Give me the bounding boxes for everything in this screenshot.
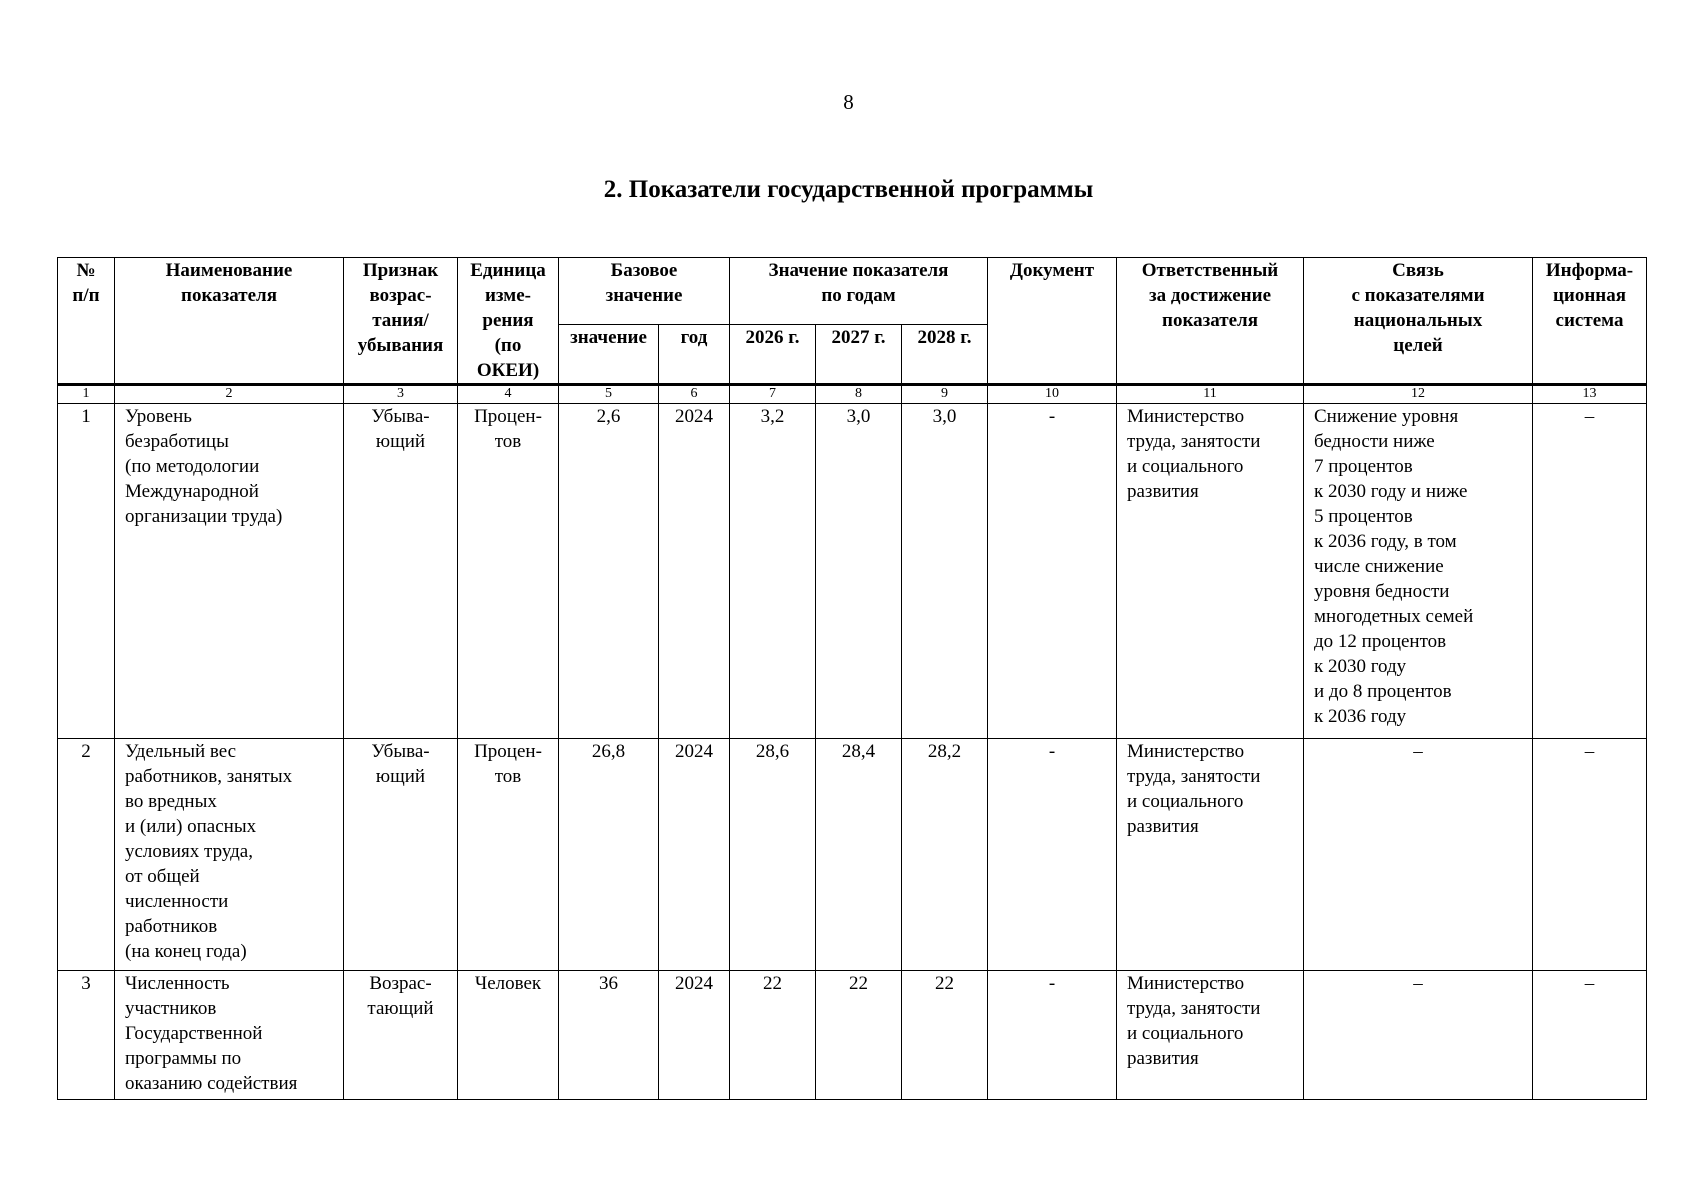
cell-base-year: 2024: [659, 971, 730, 1100]
header-info-system: Информа- ционная система: [1533, 258, 1647, 385]
cell-responsible: Министерство труда, занятости и социального развития: [1117, 971, 1304, 1100]
header-num: № п/п: [58, 258, 115, 385]
cell-2026: 22: [730, 971, 816, 1100]
cell-responsible: Министерство труда, занятости и социального развития: [1117, 404, 1304, 739]
cell-base-year: 2024: [659, 404, 730, 739]
header-base-group: Базовое значение: [559, 258, 730, 325]
column-number: 10: [988, 385, 1117, 404]
indicators-table: [57, 257, 1647, 1100]
cell-base-year: 2024: [659, 739, 730, 971]
cell-trend: Возрас- тающий: [344, 971, 458, 1100]
header-name: Наименование показателя: [115, 258, 344, 385]
cell-name: Удельный вес работников, занятых во вредных и (или) опасных условиях труда, от общей численности работников (на конец года): [115, 739, 344, 971]
cell-document: -: [988, 971, 1117, 1100]
cell-2027: 22: [816, 971, 902, 1100]
cell-2028: 28,2: [902, 739, 988, 971]
column-number: 7: [730, 385, 816, 404]
cell-national-goals: –: [1304, 971, 1533, 1100]
cell-num: 2: [58, 739, 115, 971]
column-number: 9: [902, 385, 988, 404]
header-base-value: значение: [559, 325, 659, 385]
cell-info-system: –: [1533, 971, 1647, 1100]
cell-national-goals: –: [1304, 739, 1533, 971]
cell-2026: 28,6: [730, 739, 816, 971]
header-base-year: год: [659, 325, 730, 385]
cell-2027: 3,0: [816, 404, 902, 739]
cell-responsible: Министерство труда, занятости и социального развития: [1117, 739, 1304, 971]
cell-trend: Убыва- ющий: [344, 404, 458, 739]
column-number: 6: [659, 385, 730, 404]
header-trend: Признак возрас- тания/ убывания: [344, 258, 458, 385]
cell-unit: Процен- тов: [458, 404, 559, 739]
cell-unit: Человек: [458, 971, 559, 1100]
cell-base-value: 26,8: [559, 739, 659, 971]
table-row: [58, 971, 1647, 1100]
header-2026: 2026 г.: [730, 325, 816, 385]
column-number: 13: [1533, 385, 1647, 404]
cell-trend: Убыва- ющий: [344, 739, 458, 971]
column-number: 5: [559, 385, 659, 404]
table-row: [58, 404, 1647, 739]
cell-unit: Процен- тов: [458, 739, 559, 971]
header-national-goals: Связь с показателями национальных целей: [1304, 258, 1533, 385]
cell-info-system: –: [1533, 404, 1647, 739]
cell-base-value: 2,6: [559, 404, 659, 739]
cell-info-system: –: [1533, 739, 1647, 971]
column-number: 12: [1304, 385, 1533, 404]
header-2027: 2027 г.: [816, 325, 902, 385]
header-unit: Единица изме- рения (по ОКЕИ): [458, 258, 559, 385]
cell-name: Численность участников Государственной программы по оказанию содействия: [115, 971, 344, 1100]
cell-name: Уровень безработицы (по методологии Международной организации труда): [115, 404, 344, 739]
header-row: [58, 258, 1647, 325]
cell-national-goals: Снижение уровня бедности ниже 7 процентов к 2030 году и ниже 5 процентов к 2036 году, в том числе снижение уровня бедности многодетных семей до 12 процентов к 2030 году и до 8 процентов к 2036 году: [1304, 404, 1533, 739]
cell-num: 1: [58, 404, 115, 739]
cell-base-value: 36: [559, 971, 659, 1100]
cell-num: 3: [58, 971, 115, 1100]
header-document: Документ: [988, 258, 1117, 385]
cell-2028: 22: [902, 971, 988, 1100]
column-number: 3: [344, 385, 458, 404]
column-number: 11: [1117, 385, 1304, 404]
column-number: 1: [58, 385, 115, 404]
header-responsible: Ответственный за достижение показателя: [1117, 258, 1304, 385]
cell-document: -: [988, 404, 1117, 739]
column-numbers-row: [58, 385, 1647, 404]
column-number: 4: [458, 385, 559, 404]
column-number: 2: [115, 385, 344, 404]
header-years-group: Значение показателя по годам: [730, 258, 988, 325]
header-2028: 2028 г.: [902, 325, 988, 385]
section-title: 2. Показатели государственной программы: [603, 176, 1094, 203]
cell-2028: 3,0: [902, 404, 988, 739]
cell-document: -: [988, 739, 1117, 971]
cell-2026: 3,2: [730, 404, 816, 739]
page-number: 8: [843, 90, 854, 114]
table-row: [58, 739, 1647, 971]
column-number: 8: [816, 385, 902, 404]
cell-2027: 28,4: [816, 739, 902, 971]
